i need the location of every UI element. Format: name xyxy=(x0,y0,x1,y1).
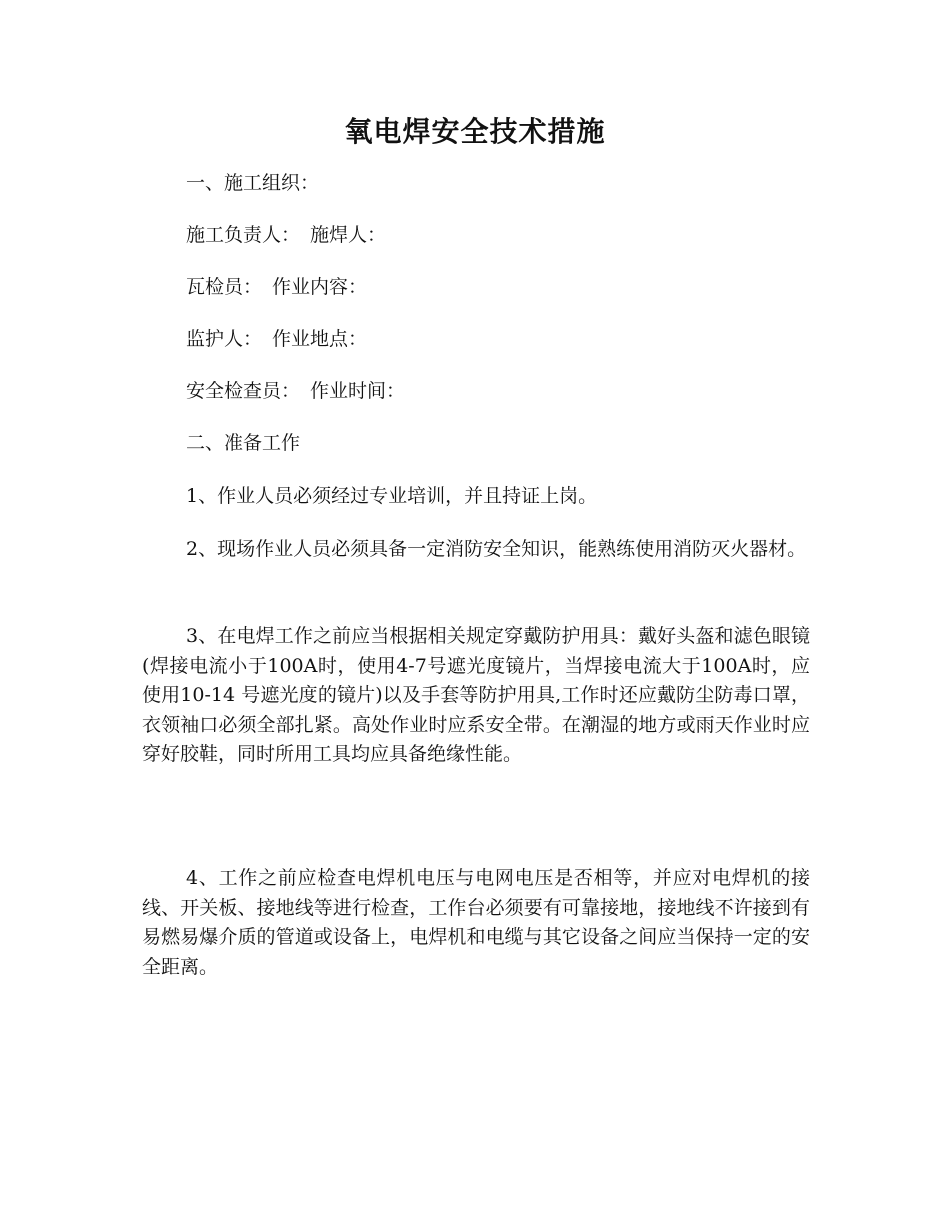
list-item-4: 4、工作之前应检查电焊机电压与电网电压是否相等，并应对电焊机的接线、开关板、接地线等进行检查，工作台必须要有可靠接地，接地线不许接到有易燃易爆介质的管道或设备上，电焊机和电缆与其它设备之间应当保持一定的安全距离。 xyxy=(142,867,810,978)
org-row-3 xyxy=(186,326,367,352)
org-label-welder: 施焊人： xyxy=(310,224,387,246)
list-item-3: 3、在电焊工作之前应当根据相关规定穿戴防护用具：戴好头盔和滤色眼镜(焊接电流小于100A时，使用4-7号遮光度镜片，当焊接电流大于100A时，应使用10-14 号遮光度的镜片)以及手套等防护用具,工作时还应戴防尘防毒口罩，衣领袖口必须全部扎紧。高处作业时应系安全带。在潮湿的地方或雨天作业时应穿好胶鞋，同时所用工具均应具备绝缘性能。 xyxy=(142,625,810,766)
org-label-gas-inspector: 瓦检员： xyxy=(186,276,263,298)
org-row-1 xyxy=(186,222,386,248)
section-heading-preparation: 二、准备工作 xyxy=(186,432,301,454)
document-title: 氧电焊安全技术措施 xyxy=(344,115,606,148)
list-item-1: 1、作业人员必须经过专业培训，并且持证上岗。 xyxy=(186,485,598,507)
org-row-2 xyxy=(186,274,367,300)
org-label-work-time: 作业时间： xyxy=(310,380,406,402)
list-item-2: 2、现场作业人员必须具备一定消防安全知识，能熟练使用消防灭火器材。 xyxy=(186,538,807,560)
org-label-safety-inspector: 安全检查员： xyxy=(186,380,301,402)
org-label-work-content: 作业内容： xyxy=(272,276,368,298)
org-label-supervisor: 施工负责人： xyxy=(186,224,301,246)
section-heading-organization: 一、施工组织： xyxy=(186,172,320,194)
org-label-work-location: 作业地点： xyxy=(272,328,368,350)
org-row-4 xyxy=(186,378,405,404)
org-label-guardian: 监护人： xyxy=(186,328,263,350)
